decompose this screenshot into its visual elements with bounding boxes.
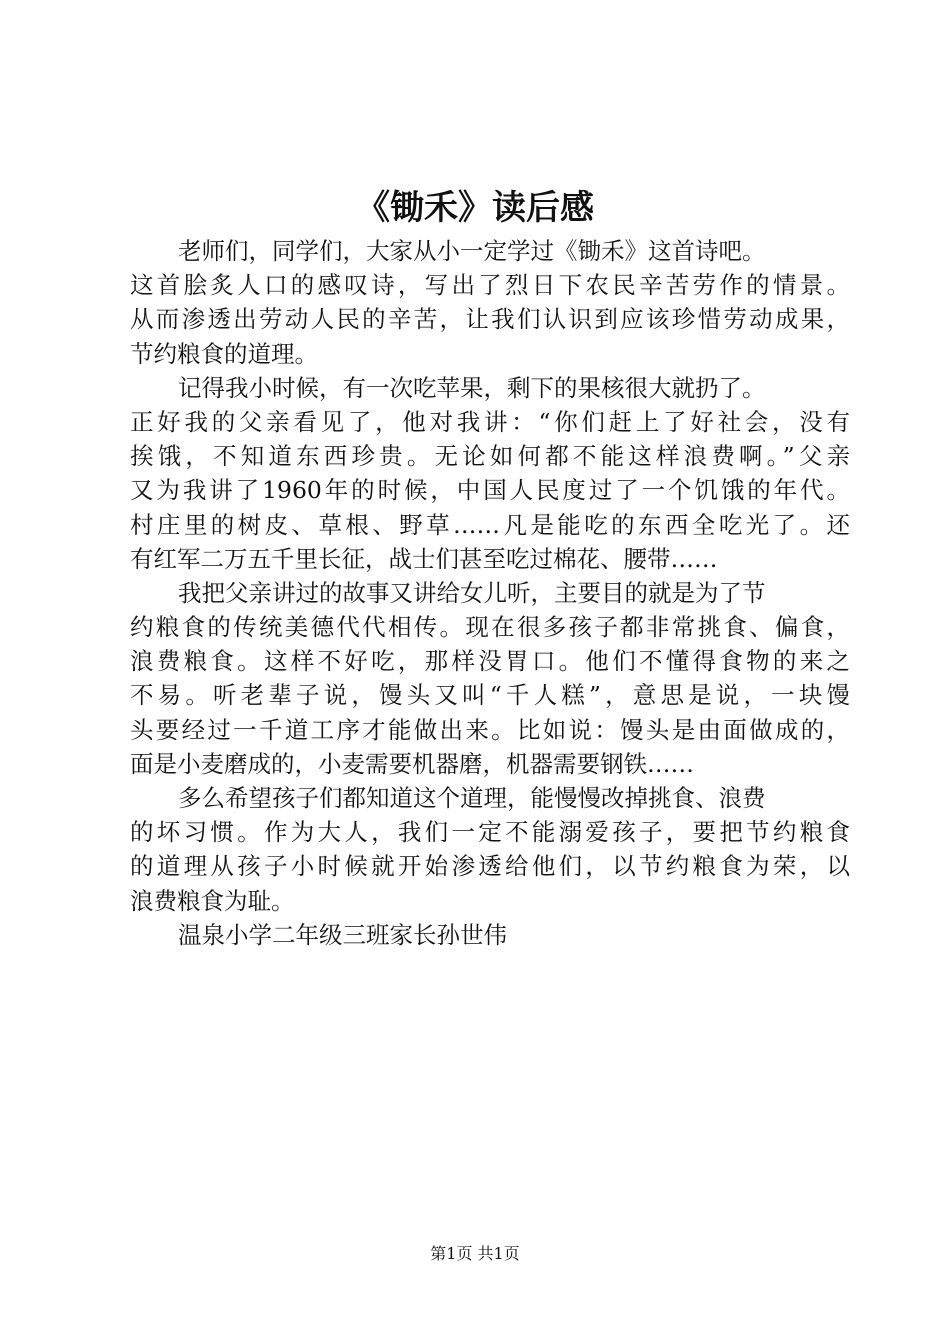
text-line: 村庄里的树皮、草根、野草……凡是能吃的东西全吃光了。还: [130, 510, 850, 539]
text-line: 多么希望孩子们都知道这个道理，能慢慢改掉挑食、浪费: [178, 784, 766, 812]
text-line: 又为我讲了1960年的时候，中国人民度过了一个饥饿的年代。: [130, 476, 850, 505]
text-line: 挨饿，不知道东西珍贵。无论如何都不能这样浪费啊。”父亲: [130, 442, 850, 471]
text-line: 头要经过一千道工序才能做出来。比如说：馒头是由面做成的，: [130, 715, 850, 744]
document-body: [130, 234, 850, 952]
page-footer: 第1页 共1页: [430, 1244, 520, 1263]
text-line: 从而渗透出劳动人民的辛苦，让我们认识到应该珍惜劳动成果，: [130, 305, 850, 334]
text-line: 正好我的父亲看见了，他对我讲：“你们赶上了好社会，没有: [130, 407, 850, 436]
text-line: 的道理从孩子小时候就开始渗透给他们，以节约粮食为荣，以: [130, 852, 850, 881]
text-line: 面是小麦磨成的，小麦需要机器磨，机器需要钢铁……: [130, 749, 694, 778]
text-line: 不易。听老辈子说，馒头又叫“千人糕”，意思是说，一块馒: [130, 681, 850, 710]
text-line: 有红军二万五千里长征，战士们甚至吃过棉花、腰带……: [130, 544, 718, 573]
text-line: 节约粮食的道理。: [130, 339, 318, 368]
text-line: 记得我小时候，有一次吃苹果，剩下的果核很大就扔了。: [178, 373, 766, 402]
text-line: 的坏习惯。作为大人，我们一定不能溺爱孩子，要把节约粮食: [130, 818, 850, 847]
document-title: 《锄禾》读后感: [356, 188, 594, 228]
text-line: 浪费粮食。这样不好吃，那样没胃口。他们不懂得食物的来之: [130, 647, 850, 676]
text-line: 我把父亲讲过的故事又讲给女儿听，主要目的就是为了节: [178, 578, 766, 607]
text-line: 这首脍炙人口的感叹诗，写出了烈日下农民辛苦劳作的情景。: [130, 271, 850, 300]
signature-line: 温泉小学二年级三班家长孙世伟: [178, 920, 507, 949]
text-line: 约粮食的传统美德代代相传。现在很多孩子都非常挑食、偏食，: [130, 613, 850, 642]
text-line: 浪费粮食为耻。: [130, 886, 295, 915]
text-line: 老师们，同学们，大家从小一定学过《锄禾》这首诗吧。: [178, 237, 766, 265]
